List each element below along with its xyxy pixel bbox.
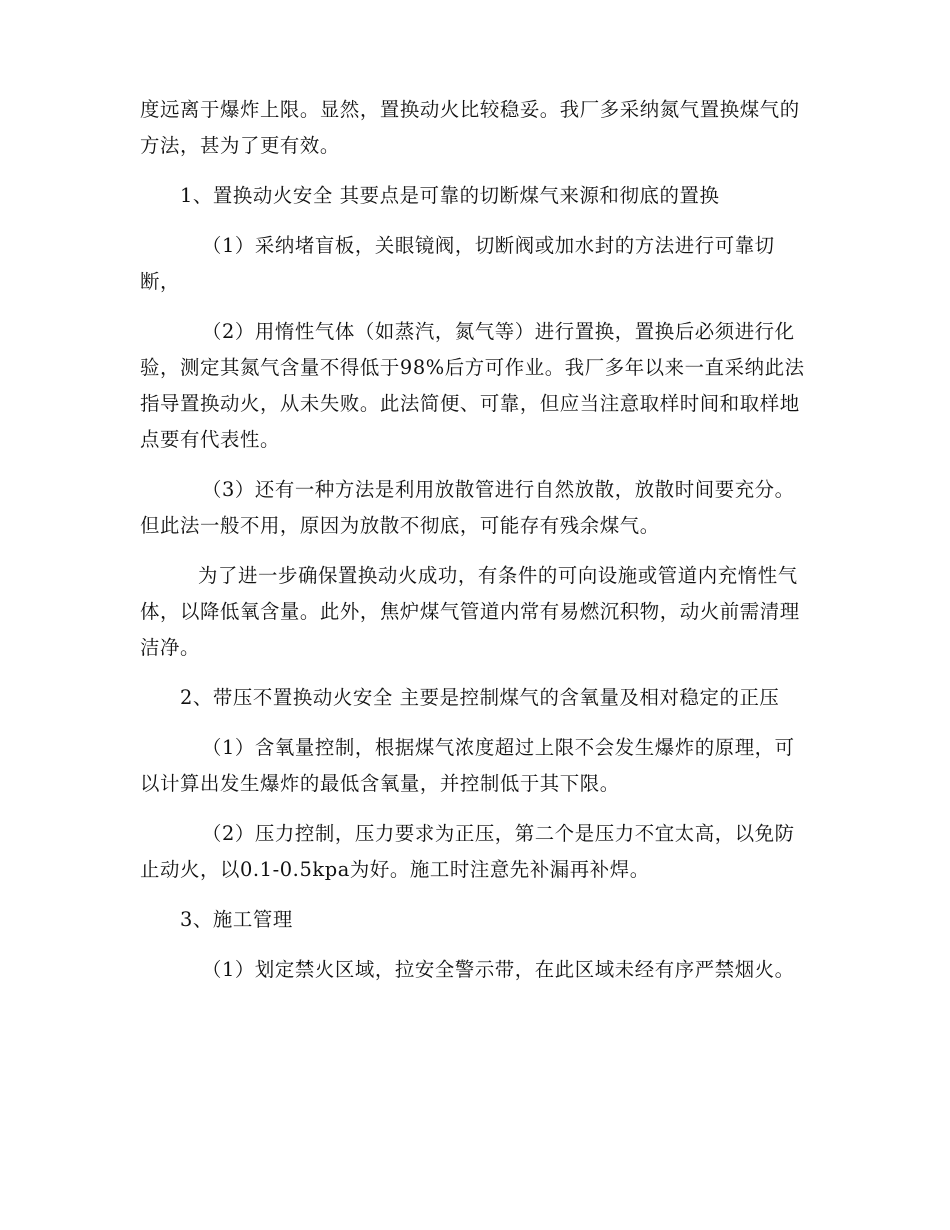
list-item-3-1: （1）划定禁火区域，拉安全警示带，在此区域未经有序严禁烟火。 [202, 958, 795, 981]
section-heading-1: 1、置换动火安全 其要点是可靠的切断煤气来源和彻底的置换 [180, 184, 720, 207]
list-item-2-1: （1）含氧量控制，根据煤气浓度超过上限不会发生爆炸的原理，可以计算出发生爆炸的最低含氧量，并控制低于其下限。 [140, 736, 795, 795]
document-body [140, 92, 810, 1002]
paragraph-note: 为了进一步确保置换动火成功，有条件的可向设施或管道内充惰性气体，以降低氧含量。此外，焦炉煤气管道内常有易燃沉积物，动火前需清理洁净。 [140, 564, 800, 659]
list-item-1-1: （1）采纳堵盲板，关眼镜阀，切断阀或加水封的方法进行可靠切断， [140, 234, 775, 293]
list-item-1-2: （2）用惰性气体（如蒸汽，氮气等）进行置换，置换后必须进行化验，测定其氮气含量不得低于98%后方可作业。我厂多年以来一直采纳此法指导置换动火，从未失败。此法简便、可靠，但应当注意取样时间和取样地点要有代表性。 [140, 320, 805, 451]
section-heading-3: 3、施工管理 [180, 908, 293, 931]
section-heading-2: 2、带压不置换动火安全 主要是控制煤气的含氧量及相对稳定的正压 [180, 686, 780, 709]
list-item-2-2: （2）压力控制，压力要求为正压，第二个是压力不宜太高，以免防止动火，以0.1-0.5kpa为好。施工时注意先补漏再补焊。 [140, 822, 795, 881]
list-item-1-3: （3）还有一种方法是利用放散管进行自然放散，放散时间要充分。但此法一般不用，原因为放散不彻底，可能存有残余煤气。 [140, 478, 795, 537]
paragraph-continuation: 度远离于爆炸上限。显然，置换动火比较稳妥。我厂多采纳氮气置换煤气的方法，甚为了更有效。 [140, 98, 800, 157]
